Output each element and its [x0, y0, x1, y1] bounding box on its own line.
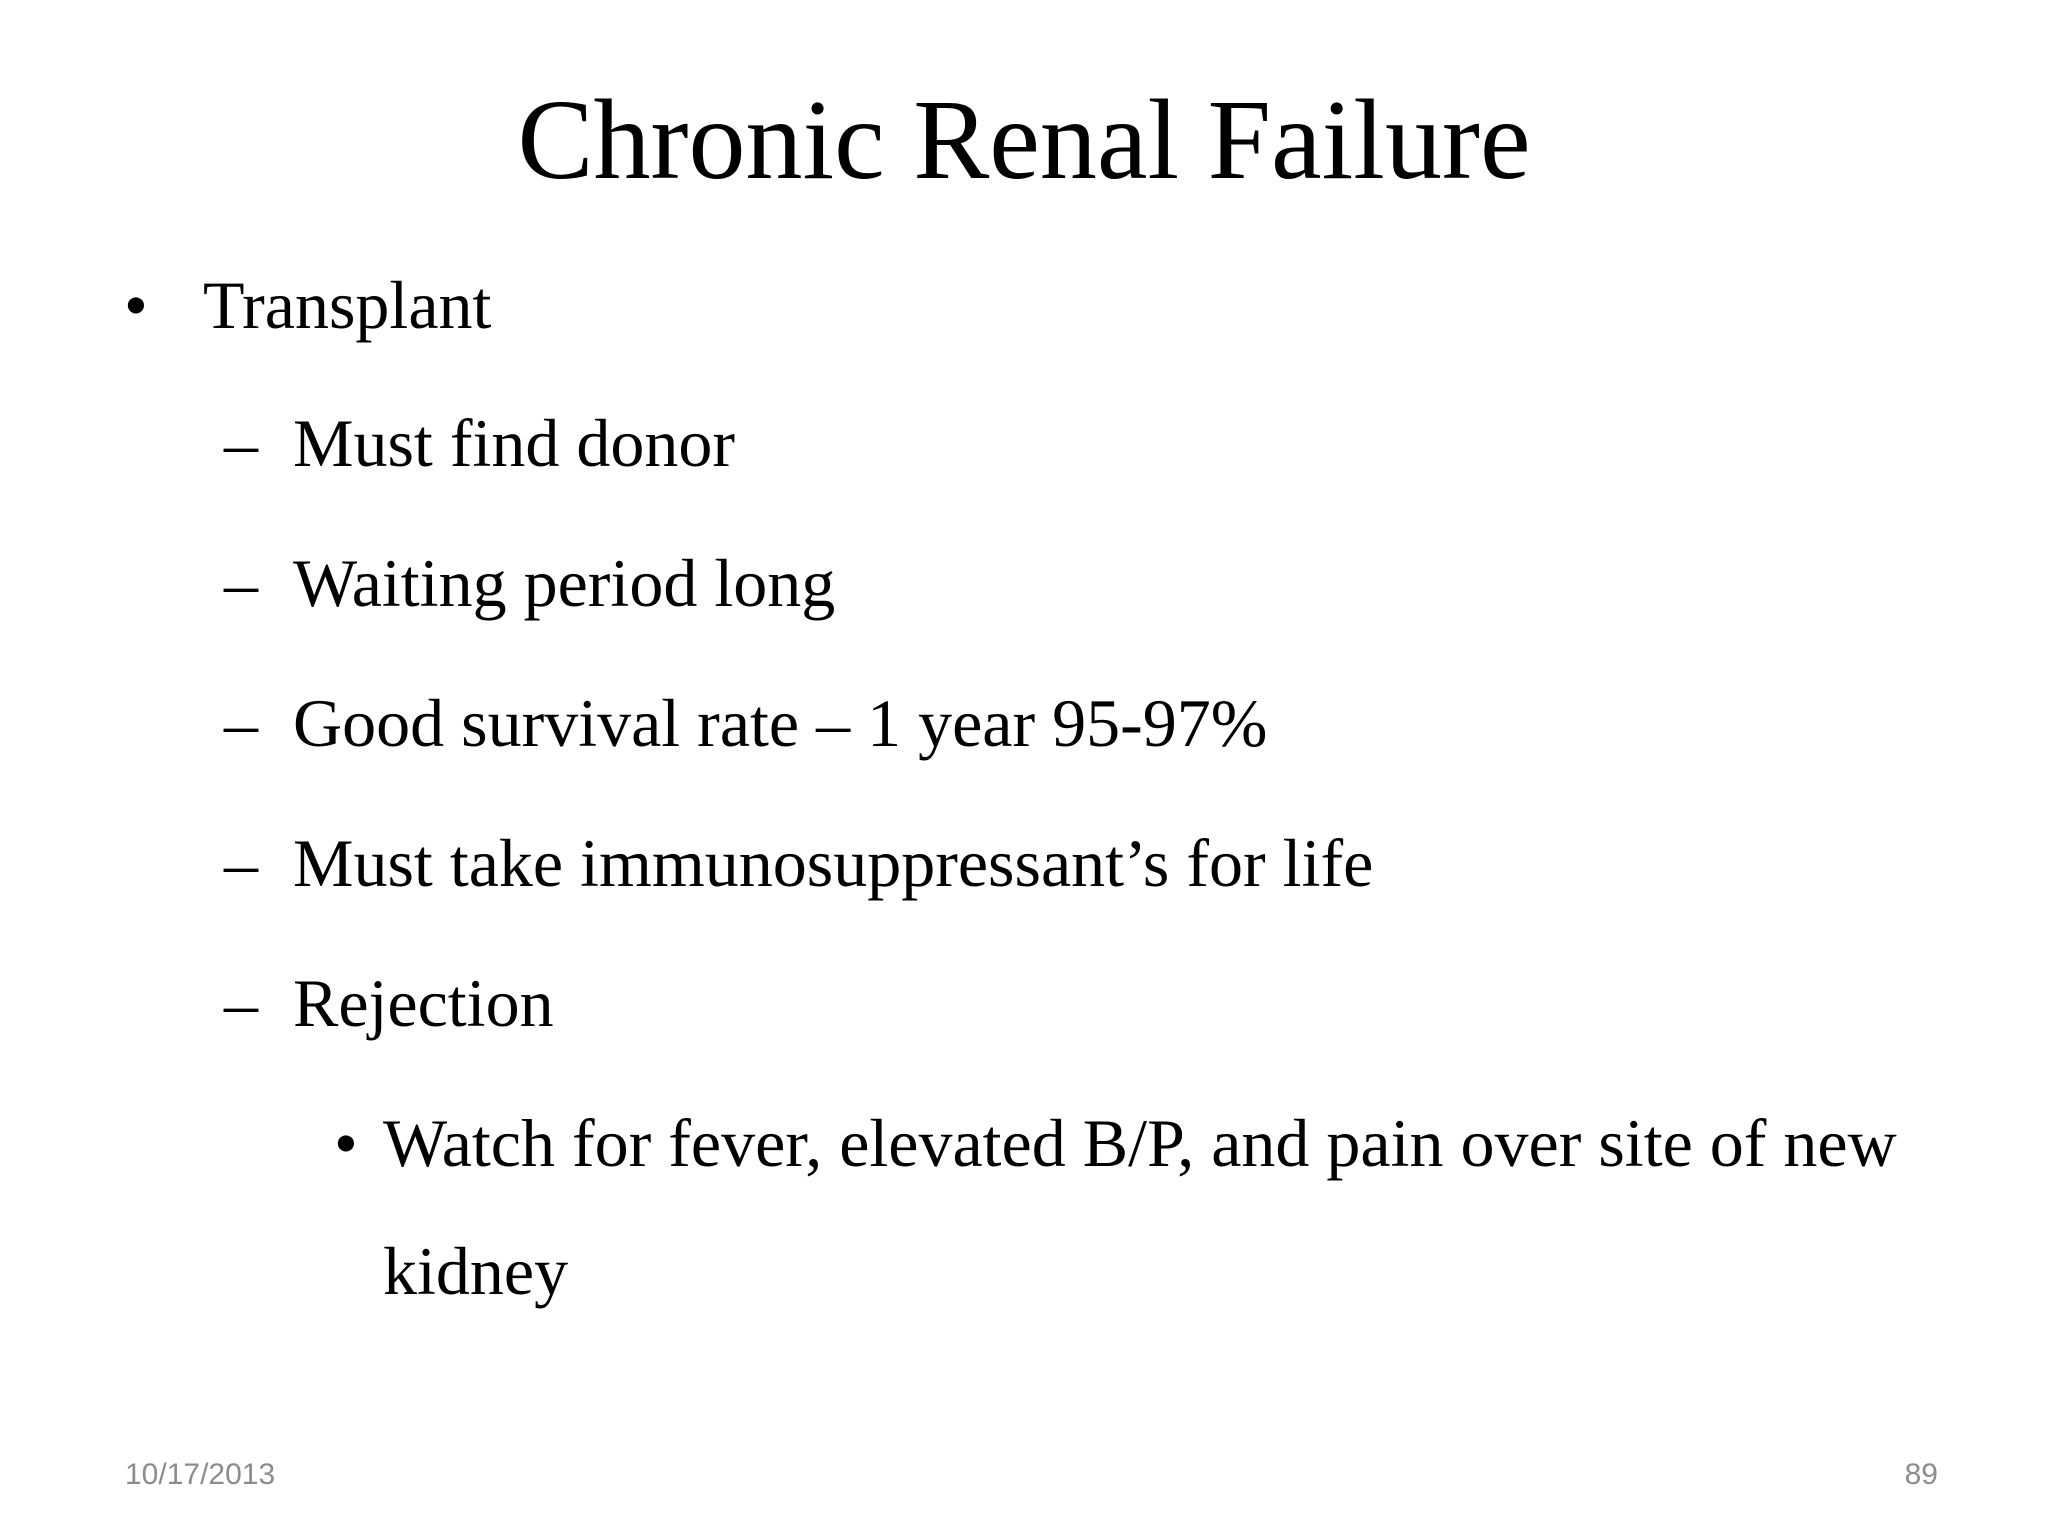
- dash-marker: –: [224, 405, 258, 481]
- bullet-marker: •: [124, 267, 148, 343]
- subbullet-item: Must take immunosuppressant’s for life: [293, 825, 1374, 901]
- dash-marker: –: [224, 825, 258, 901]
- bullet-transplant: Transplant: [203, 267, 492, 343]
- dash-marker: –: [224, 685, 258, 761]
- subbullet-item: Rejection: [293, 965, 554, 1041]
- subsubbullet-line-2: kidney: [383, 1233, 569, 1309]
- bullet-marker: •: [334, 1105, 358, 1181]
- subbullet-item: Good survival rate – 1 year 95-97%: [293, 685, 1268, 761]
- footer-page-number: 89: [1904, 1458, 1938, 1491]
- dash-marker: –: [224, 965, 258, 1041]
- subbullet-item: Waiting period long: [293, 545, 836, 621]
- slide-title: Chronic Renal Failure: [517, 76, 1531, 203]
- subsubbullet-line-1: Watch for fever, elevated B/P, and pain over site of new: [383, 1105, 1897, 1181]
- dash-marker: –: [224, 545, 258, 621]
- subbullet-item: Must find donor: [293, 405, 735, 481]
- footer-date: 10/17/2013: [125, 1458, 276, 1491]
